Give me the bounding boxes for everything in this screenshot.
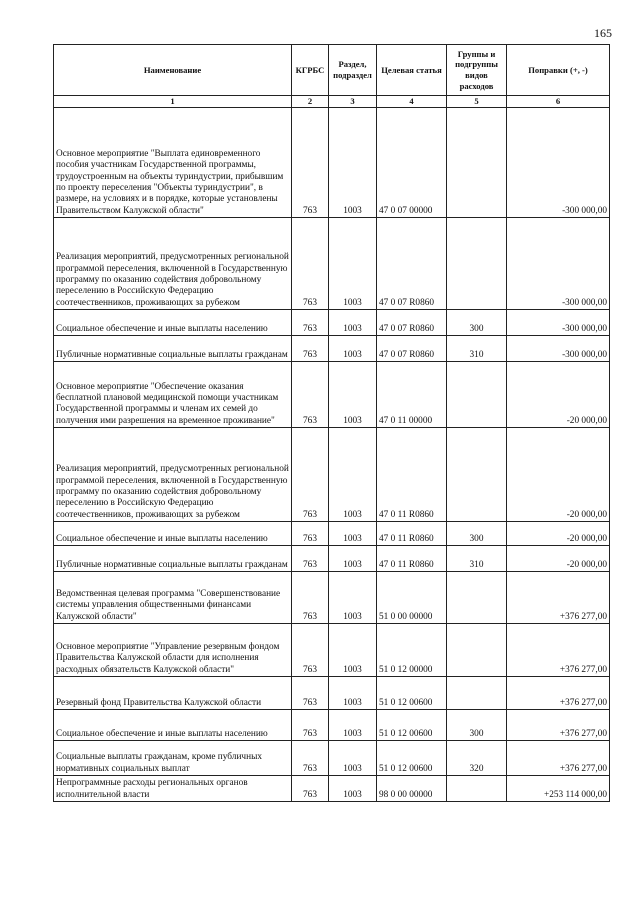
row-kgrbs: 763 bbox=[292, 522, 329, 546]
row-razdel: 1003 bbox=[329, 572, 377, 624]
table-row bbox=[54, 428, 610, 522]
table-row bbox=[54, 677, 610, 710]
row-kgrbs: 763 bbox=[292, 218, 329, 310]
row-razdel: 1003 bbox=[329, 546, 377, 572]
row-target: 51 0 00 00000 bbox=[377, 572, 447, 624]
header-row bbox=[54, 45, 610, 96]
row-kgrbs: 763 bbox=[292, 428, 329, 522]
table-row bbox=[54, 776, 610, 802]
row-group bbox=[447, 624, 507, 677]
row-amount: -20 000,00 bbox=[507, 546, 610, 572]
row-kgrbs: 763 bbox=[292, 310, 329, 336]
row-kgrbs: 763 bbox=[292, 776, 329, 802]
row-razdel: 1003 bbox=[329, 108, 377, 218]
row-group bbox=[447, 572, 507, 624]
table-row bbox=[54, 336, 610, 362]
column-number: 5 bbox=[447, 96, 507, 108]
row-name: Основное мероприятие "Обеспечение оказания бесплатной плановой медицинской помощи участникам Государственной программы и членам их семей до получения ими разрешения на временное проживание" bbox=[54, 362, 292, 428]
row-name: Социальное обеспечение и иные выплаты населению bbox=[54, 310, 292, 336]
column-number: 2 bbox=[292, 96, 329, 108]
row-name: Публичные нормативные социальные выплаты гражданам bbox=[54, 336, 292, 362]
row-group: 310 bbox=[447, 336, 507, 362]
column-number: 1 bbox=[54, 96, 292, 108]
column-number: 3 bbox=[329, 96, 377, 108]
row-amount: -20 000,00 bbox=[507, 522, 610, 546]
header-amendments: Поправки (+, -) bbox=[507, 45, 610, 96]
row-razdel: 1003 bbox=[329, 776, 377, 802]
row-group: 320 bbox=[447, 741, 507, 776]
row-group: 310 bbox=[447, 546, 507, 572]
header-kgrbs: КГРБС bbox=[292, 45, 329, 96]
row-razdel: 1003 bbox=[329, 218, 377, 310]
row-name: Социальное обеспечение и иные выплаты населению bbox=[54, 522, 292, 546]
row-amount: +376 277,00 bbox=[507, 741, 610, 776]
row-target: 51 0 12 00600 bbox=[377, 677, 447, 710]
row-razdel: 1003 bbox=[329, 710, 377, 741]
row-group: 300 bbox=[447, 522, 507, 546]
row-razdel: 1003 bbox=[329, 522, 377, 546]
table-row bbox=[54, 572, 610, 624]
column-number: 6 bbox=[507, 96, 610, 108]
budget-amendments-table bbox=[53, 44, 610, 802]
row-group bbox=[447, 362, 507, 428]
row-kgrbs: 763 bbox=[292, 362, 329, 428]
row-amount: -300 000,00 bbox=[507, 218, 610, 310]
row-kgrbs: 763 bbox=[292, 624, 329, 677]
row-amount: -20 000,00 bbox=[507, 362, 610, 428]
row-name: Социальное обеспечение и иные выплаты населению bbox=[54, 710, 292, 741]
row-name: Реализация мероприятий, предусмотренных региональной программой переселения, включенной в Государственную программу по оказанию содействия добровольному переселению в Российскую Федерацию соотечественников, проживающих за рубежом bbox=[54, 428, 292, 522]
table-row bbox=[54, 522, 610, 546]
row-amount: -300 000,00 bbox=[507, 108, 610, 218]
row-amount: +376 277,00 bbox=[507, 624, 610, 677]
header-target: Целевая статья bbox=[377, 45, 447, 96]
row-group: 300 bbox=[447, 710, 507, 741]
row-kgrbs: 763 bbox=[292, 546, 329, 572]
row-target: 51 0 12 00600 bbox=[377, 741, 447, 776]
row-name: Резервный фонд Правительства Калужской области bbox=[54, 677, 292, 710]
row-razdel: 1003 bbox=[329, 741, 377, 776]
page-number: 165 bbox=[594, 26, 612, 40]
column-number-row bbox=[54, 96, 610, 108]
table-row bbox=[54, 108, 610, 218]
row-group: 300 bbox=[447, 310, 507, 336]
row-amount: +376 277,00 bbox=[507, 572, 610, 624]
row-name: Основное мероприятие "Выплата единовременного пособия участникам Государственной программы, трудоустроенным на объекты туриндустрии, прибывшим по проекту переселения "Объекты туриндустрии", в размере, на условиях и в порядке, которые установлены Правительством Калужской области" bbox=[54, 108, 292, 218]
row-target: 47 0 11 R0860 bbox=[377, 428, 447, 522]
row-kgrbs: 763 bbox=[292, 108, 329, 218]
row-amount: +376 277,00 bbox=[507, 710, 610, 741]
row-group bbox=[447, 776, 507, 802]
row-razdel: 1003 bbox=[329, 362, 377, 428]
row-razdel: 1003 bbox=[329, 624, 377, 677]
row-target: 47 0 07 R0860 bbox=[377, 336, 447, 362]
header-name: Наименование bbox=[54, 45, 292, 96]
row-name: Публичные нормативные социальные выплаты гражданам bbox=[54, 546, 292, 572]
row-kgrbs: 763 bbox=[292, 741, 329, 776]
row-group bbox=[447, 218, 507, 310]
row-target: 98 0 00 00000 bbox=[377, 776, 447, 802]
row-name: Социальные выплаты гражданам, кроме публичных нормативных социальных выплат bbox=[54, 741, 292, 776]
table-row bbox=[54, 710, 610, 741]
row-target: 47 0 07 R0860 bbox=[377, 218, 447, 310]
row-target: 47 0 11 R0860 bbox=[377, 522, 447, 546]
table-row bbox=[54, 362, 610, 428]
row-name: Непрограммные расходы региональных органов исполнительной власти bbox=[54, 776, 292, 802]
row-name: Ведомственная целевая программа "Совершенствование системы управления общественными финансами Калужской области" bbox=[54, 572, 292, 624]
row-amount: +253 114 000,00 bbox=[507, 776, 610, 802]
table-row bbox=[54, 741, 610, 776]
row-name: Основное мероприятие "Управление резервным фондом Правительства Калужской области для исполнения расходных обязательств Калужской области" bbox=[54, 624, 292, 677]
row-kgrbs: 763 bbox=[292, 677, 329, 710]
row-kgrbs: 763 bbox=[292, 710, 329, 741]
row-group bbox=[447, 428, 507, 522]
row-amount: -300 000,00 bbox=[507, 336, 610, 362]
row-amount: -20 000,00 bbox=[507, 428, 610, 522]
row-target: 47 0 07 00000 bbox=[377, 108, 447, 218]
row-kgrbs: 763 bbox=[292, 336, 329, 362]
header-razdel: Раздел, подраздел bbox=[329, 45, 377, 96]
row-razdel: 1003 bbox=[329, 336, 377, 362]
table-row bbox=[54, 624, 610, 677]
row-amount: +376 277,00 bbox=[507, 677, 610, 710]
row-razdel: 1003 bbox=[329, 677, 377, 710]
row-amount: -300 000,00 bbox=[507, 310, 610, 336]
row-razdel: 1003 bbox=[329, 310, 377, 336]
row-target: 47 0 11 R0860 bbox=[377, 546, 447, 572]
row-razdel: 1003 bbox=[329, 428, 377, 522]
row-target: 47 0 11 00000 bbox=[377, 362, 447, 428]
column-number: 4 bbox=[377, 96, 447, 108]
row-name: Реализация мероприятий, предусмотренных региональной программой переселения, включенной в Государственную программу по оказанию содействия добровольному переселению в Российскую Федерацию соотечественников, проживающих за рубежом bbox=[54, 218, 292, 310]
row-target: 47 0 07 R0860 bbox=[377, 310, 447, 336]
table-row bbox=[54, 310, 610, 336]
table-row bbox=[54, 546, 610, 572]
row-target: 51 0 12 00600 bbox=[377, 710, 447, 741]
row-group bbox=[447, 677, 507, 710]
header-groups: Группы и подгруппы видов расходов bbox=[447, 45, 507, 96]
row-group bbox=[447, 108, 507, 218]
row-kgrbs: 763 bbox=[292, 572, 329, 624]
row-target: 51 0 12 00000 bbox=[377, 624, 447, 677]
table-row bbox=[54, 218, 610, 310]
